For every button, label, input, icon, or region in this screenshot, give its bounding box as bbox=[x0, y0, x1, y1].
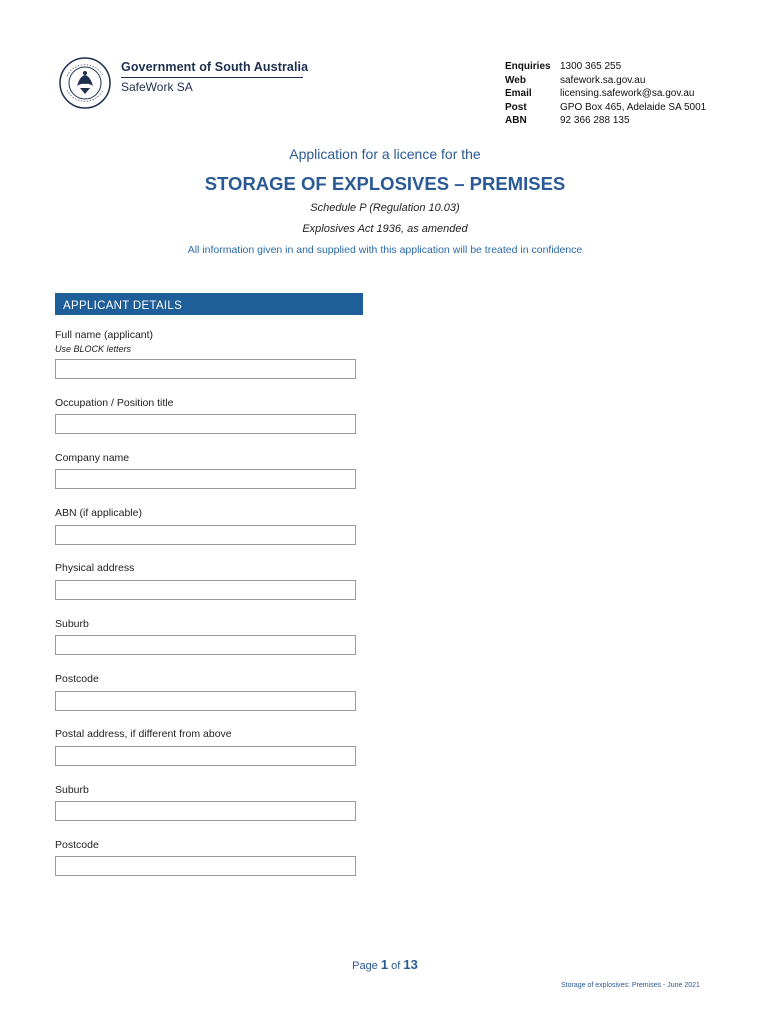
act-reference: Explosives Act 1936, as amended bbox=[302, 223, 468, 235]
page-current: 1 bbox=[380, 957, 389, 972]
government-crest-logo bbox=[58, 56, 112, 110]
confidentiality-notice: All information given in and supplied with this application will be treated in confidence bbox=[187, 244, 583, 256]
full-name-input[interactable] bbox=[55, 359, 356, 379]
contact-key: Enquiries bbox=[505, 61, 551, 72]
contact-row-web bbox=[505, 74, 735, 88]
occupation-label: Occupation / Position title bbox=[55, 397, 174, 409]
contact-key: ABN bbox=[505, 115, 527, 126]
postcode-label: Postcode bbox=[55, 673, 99, 685]
page-number bbox=[0, 957, 770, 972]
company-name-label: Company name bbox=[55, 452, 130, 464]
footer-document-note: Storage of explosives: Premises - June 2021 bbox=[561, 982, 700, 989]
company-name-input[interactable] bbox=[55, 469, 356, 489]
contact-row-post bbox=[505, 101, 735, 115]
contact-value: 1300 365 255 bbox=[560, 61, 622, 72]
postal-address-label: Postal address, if different from above bbox=[55, 728, 232, 740]
page-word: Page bbox=[352, 960, 378, 972]
postal-address-input[interactable] bbox=[55, 746, 356, 766]
header-divider bbox=[121, 77, 303, 78]
full-name-label: Full name (applicant) bbox=[55, 329, 154, 341]
contact-value: safework.sa.gov.au bbox=[560, 74, 646, 86]
postal-postcode-input[interactable] bbox=[55, 856, 356, 876]
schedule-reference: Schedule P (Regulation 10.03) bbox=[310, 202, 460, 214]
physical-address-label: Physical address bbox=[55, 562, 135, 574]
suburb-input[interactable] bbox=[55, 635, 356, 655]
contact-key: Post bbox=[505, 101, 527, 113]
contact-row-enquiries bbox=[505, 60, 735, 74]
contact-key: Email bbox=[505, 88, 532, 99]
page-of: of bbox=[391, 960, 401, 972]
contact-value: licensing.safework@sa.gov.au bbox=[560, 88, 695, 99]
agency-name: SafeWork SA bbox=[121, 80, 193, 94]
contact-key: Web bbox=[505, 74, 526, 86]
government-title: Government of South Australia bbox=[121, 60, 309, 74]
abn-label: ABN (if applicable) bbox=[55, 507, 142, 519]
physical-address-input[interactable] bbox=[55, 580, 356, 600]
page-total: 13 bbox=[403, 957, 418, 972]
postal-suburb-label: Suburb bbox=[55, 784, 89, 796]
postal-suburb-input[interactable] bbox=[55, 801, 356, 821]
contact-row-abn bbox=[505, 114, 735, 128]
section-header-applicant-details bbox=[55, 293, 363, 315]
section-title: APPLICANT DETAILS bbox=[63, 300, 183, 312]
application-for-heading: Application for a licence for the bbox=[289, 146, 481, 162]
abn-input[interactable] bbox=[55, 525, 356, 545]
occupation-input[interactable] bbox=[55, 414, 356, 434]
contact-details bbox=[505, 60, 735, 126]
page-title: STORAGE OF EXPLOSIVES – PREMISES bbox=[204, 173, 566, 194]
postal-postcode-label: Postcode bbox=[55, 839, 99, 851]
suburb-label: Suburb bbox=[55, 618, 89, 630]
block-letters-hint: Use BLOCK letters bbox=[55, 344, 132, 354]
contact-value: 92 366 288 135 bbox=[560, 115, 630, 126]
contact-row-email bbox=[505, 87, 735, 101]
contact-value: GPO Box 465, Adelaide SA 5001 bbox=[560, 101, 707, 113]
postcode-input[interactable] bbox=[55, 691, 356, 711]
